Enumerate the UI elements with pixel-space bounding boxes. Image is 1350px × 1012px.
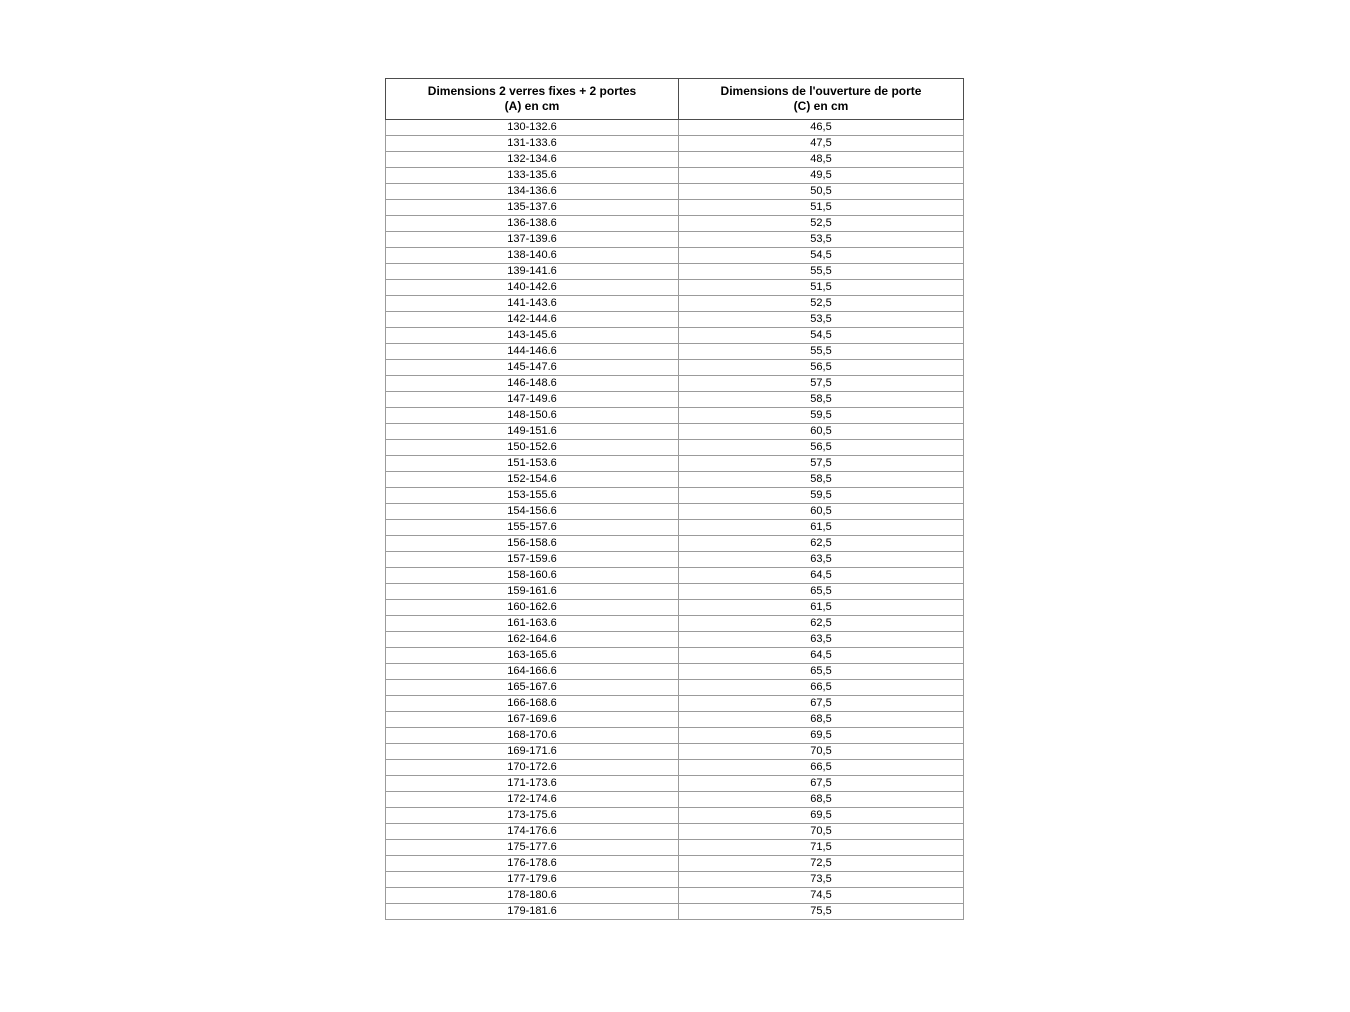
table-row [386,120,964,136]
table-header [386,79,964,120]
cell-door-opening-c: 67,5 [679,776,964,792]
table-row [386,664,964,680]
table-row [386,296,964,312]
table-row [386,696,964,712]
table-row [386,312,964,328]
cell-dimension-a: 145-147.6 [386,360,679,376]
cell-door-opening-c: 56,5 [679,360,964,376]
cell-dimension-a: 177-179.6 [386,872,679,888]
cell-dimension-a: 163-165.6 [386,648,679,664]
cell-dimension-a: 148-150.6 [386,408,679,424]
header-row [386,79,964,120]
dimension-table [385,78,964,920]
cell-door-opening-c: 66,5 [679,760,964,776]
cell-dimension-a: 134-136.6 [386,184,679,200]
cell-dimension-a: 136-138.6 [386,216,679,232]
cell-dimension-a: 170-172.6 [386,760,679,776]
cell-door-opening-c: 59,5 [679,488,964,504]
cell-door-opening-c: 48,5 [679,152,964,168]
cell-dimension-a: 168-170.6 [386,728,679,744]
table-row [386,744,964,760]
header-c-line1: Dimensions de l'ouverture de porte [720,84,922,98]
cell-door-opening-c: 55,5 [679,344,964,360]
cell-door-opening-c: 72,5 [679,856,964,872]
table-row [386,456,964,472]
cell-door-opening-c: 54,5 [679,328,964,344]
cell-door-opening-c: 51,5 [679,280,964,296]
table-row [386,888,964,904]
cell-dimension-a: 139-141.6 [386,264,679,280]
cell-door-opening-c: 66,5 [679,680,964,696]
table-row [386,440,964,456]
table-row [386,488,964,504]
header-c-line2: (C) en cm [793,99,849,113]
cell-door-opening-c: 69,5 [679,728,964,744]
cell-door-opening-c: 57,5 [679,376,964,392]
table-row [386,568,964,584]
cell-dimension-a: 137-139.6 [386,232,679,248]
table-row [386,712,964,728]
cell-dimension-a: 162-164.6 [386,632,679,648]
cell-door-opening-c: 60,5 [679,424,964,440]
cell-dimension-a: 152-154.6 [386,472,679,488]
table-row [386,360,964,376]
cell-dimension-a: 144-146.6 [386,344,679,360]
cell-dimension-a: 160-162.6 [386,600,679,616]
cell-dimension-a: 140-142.6 [386,280,679,296]
cell-dimension-a: 143-145.6 [386,328,679,344]
cell-door-opening-c: 75,5 [679,904,964,920]
cell-door-opening-c: 52,5 [679,296,964,312]
cell-door-opening-c: 63,5 [679,552,964,568]
table-row [386,520,964,536]
cell-dimension-a: 138-140.6 [386,248,679,264]
table-row [386,872,964,888]
cell-dimension-a: 172-174.6 [386,792,679,808]
table-row [386,808,964,824]
table-row [386,216,964,232]
table-row [386,840,964,856]
table-row [386,792,964,808]
cell-door-opening-c: 67,5 [679,696,964,712]
table-row [386,168,964,184]
cell-dimension-a: 154-156.6 [386,504,679,520]
cell-door-opening-c: 62,5 [679,616,964,632]
cell-door-opening-c: 61,5 [679,600,964,616]
cell-dimension-a: 132-134.6 [386,152,679,168]
cell-door-opening-c: 60,5 [679,504,964,520]
cell-door-opening-c: 46,5 [679,120,964,136]
cell-dimension-a: 147-149.6 [386,392,679,408]
table-row [386,504,964,520]
cell-door-opening-c: 53,5 [679,232,964,248]
table-row [386,584,964,600]
cell-door-opening-c: 49,5 [679,168,964,184]
cell-dimension-a: 157-159.6 [386,552,679,568]
cell-door-opening-c: 68,5 [679,792,964,808]
cell-door-opening-c: 59,5 [679,408,964,424]
cell-door-opening-c: 51,5 [679,200,964,216]
cell-dimension-a: 158-160.6 [386,568,679,584]
table-row [386,136,964,152]
cell-door-opening-c: 58,5 [679,472,964,488]
cell-door-opening-c: 68,5 [679,712,964,728]
cell-door-opening-c: 64,5 [679,568,964,584]
cell-dimension-a: 175-177.6 [386,840,679,856]
cell-door-opening-c: 62,5 [679,536,964,552]
table-row [386,760,964,776]
cell-door-opening-c: 70,5 [679,824,964,840]
table-row [386,152,964,168]
cell-door-opening-c: 69,5 [679,808,964,824]
table-row [386,632,964,648]
table-row [386,728,964,744]
table-row [386,824,964,840]
cell-dimension-a: 167-169.6 [386,712,679,728]
table-row [386,904,964,920]
table-row [386,600,964,616]
dimension-table-container [385,78,964,920]
cell-dimension-a: 133-135.6 [386,168,679,184]
table-row [386,408,964,424]
table-row [386,200,964,216]
table-row [386,648,964,664]
table-row [386,680,964,696]
cell-dimension-a: 142-144.6 [386,312,679,328]
cell-dimension-a: 178-180.6 [386,888,679,904]
cell-dimension-a: 173-175.6 [386,808,679,824]
table-row [386,376,964,392]
cell-dimension-a: 146-148.6 [386,376,679,392]
cell-dimension-a: 174-176.6 [386,824,679,840]
cell-dimension-a: 179-181.6 [386,904,679,920]
cell-dimension-a: 155-157.6 [386,520,679,536]
cell-door-opening-c: 57,5 [679,456,964,472]
header-a-line2: (A) en cm [504,99,560,113]
table-row [386,776,964,792]
table-body [386,120,964,920]
cell-dimension-a: 166-168.6 [386,696,679,712]
cell-dimension-a: 156-158.6 [386,536,679,552]
cell-door-opening-c: 74,5 [679,888,964,904]
cell-dimension-a: 131-133.6 [386,136,679,152]
table-row [386,280,964,296]
table-row [386,344,964,360]
cell-dimension-a: 150-152.6 [386,440,679,456]
column-header-door-opening-c [679,79,964,120]
cell-door-opening-c: 54,5 [679,248,964,264]
table-row [386,264,964,280]
cell-door-opening-c: 52,5 [679,216,964,232]
cell-door-opening-c: 65,5 [679,664,964,680]
cell-door-opening-c: 64,5 [679,648,964,664]
cell-door-opening-c: 61,5 [679,520,964,536]
cell-dimension-a: 159-161.6 [386,584,679,600]
header-a-line1: Dimensions 2 verres fixes + 2 portes [427,84,637,98]
cell-dimension-a: 135-137.6 [386,200,679,216]
table-row [386,392,964,408]
cell-door-opening-c: 58,5 [679,392,964,408]
cell-door-opening-c: 73,5 [679,872,964,888]
table-row [386,552,964,568]
cell-dimension-a: 161-163.6 [386,616,679,632]
cell-dimension-a: 164-166.6 [386,664,679,680]
column-header-dimensions-a [386,79,679,120]
cell-door-opening-c: 47,5 [679,136,964,152]
cell-door-opening-c: 65,5 [679,584,964,600]
cell-door-opening-c: 55,5 [679,264,964,280]
table-row [386,856,964,872]
cell-dimension-a: 141-143.6 [386,296,679,312]
cell-door-opening-c: 70,5 [679,744,964,760]
cell-dimension-a: 176-178.6 [386,856,679,872]
table-row [386,184,964,200]
cell-dimension-a: 169-171.6 [386,744,679,760]
table-row [386,328,964,344]
cell-door-opening-c: 56,5 [679,440,964,456]
table-row [386,616,964,632]
table-row [386,536,964,552]
cell-door-opening-c: 71,5 [679,840,964,856]
cell-door-opening-c: 50,5 [679,184,964,200]
cell-dimension-a: 130-132.6 [386,120,679,136]
table-row [386,248,964,264]
table-row [386,424,964,440]
cell-door-opening-c: 53,5 [679,312,964,328]
cell-dimension-a: 165-167.6 [386,680,679,696]
table-row [386,472,964,488]
cell-door-opening-c: 63,5 [679,632,964,648]
cell-dimension-a: 149-151.6 [386,424,679,440]
table-row [386,232,964,248]
cell-dimension-a: 171-173.6 [386,776,679,792]
cell-dimension-a: 153-155.6 [386,488,679,504]
cell-dimension-a: 151-153.6 [386,456,679,472]
